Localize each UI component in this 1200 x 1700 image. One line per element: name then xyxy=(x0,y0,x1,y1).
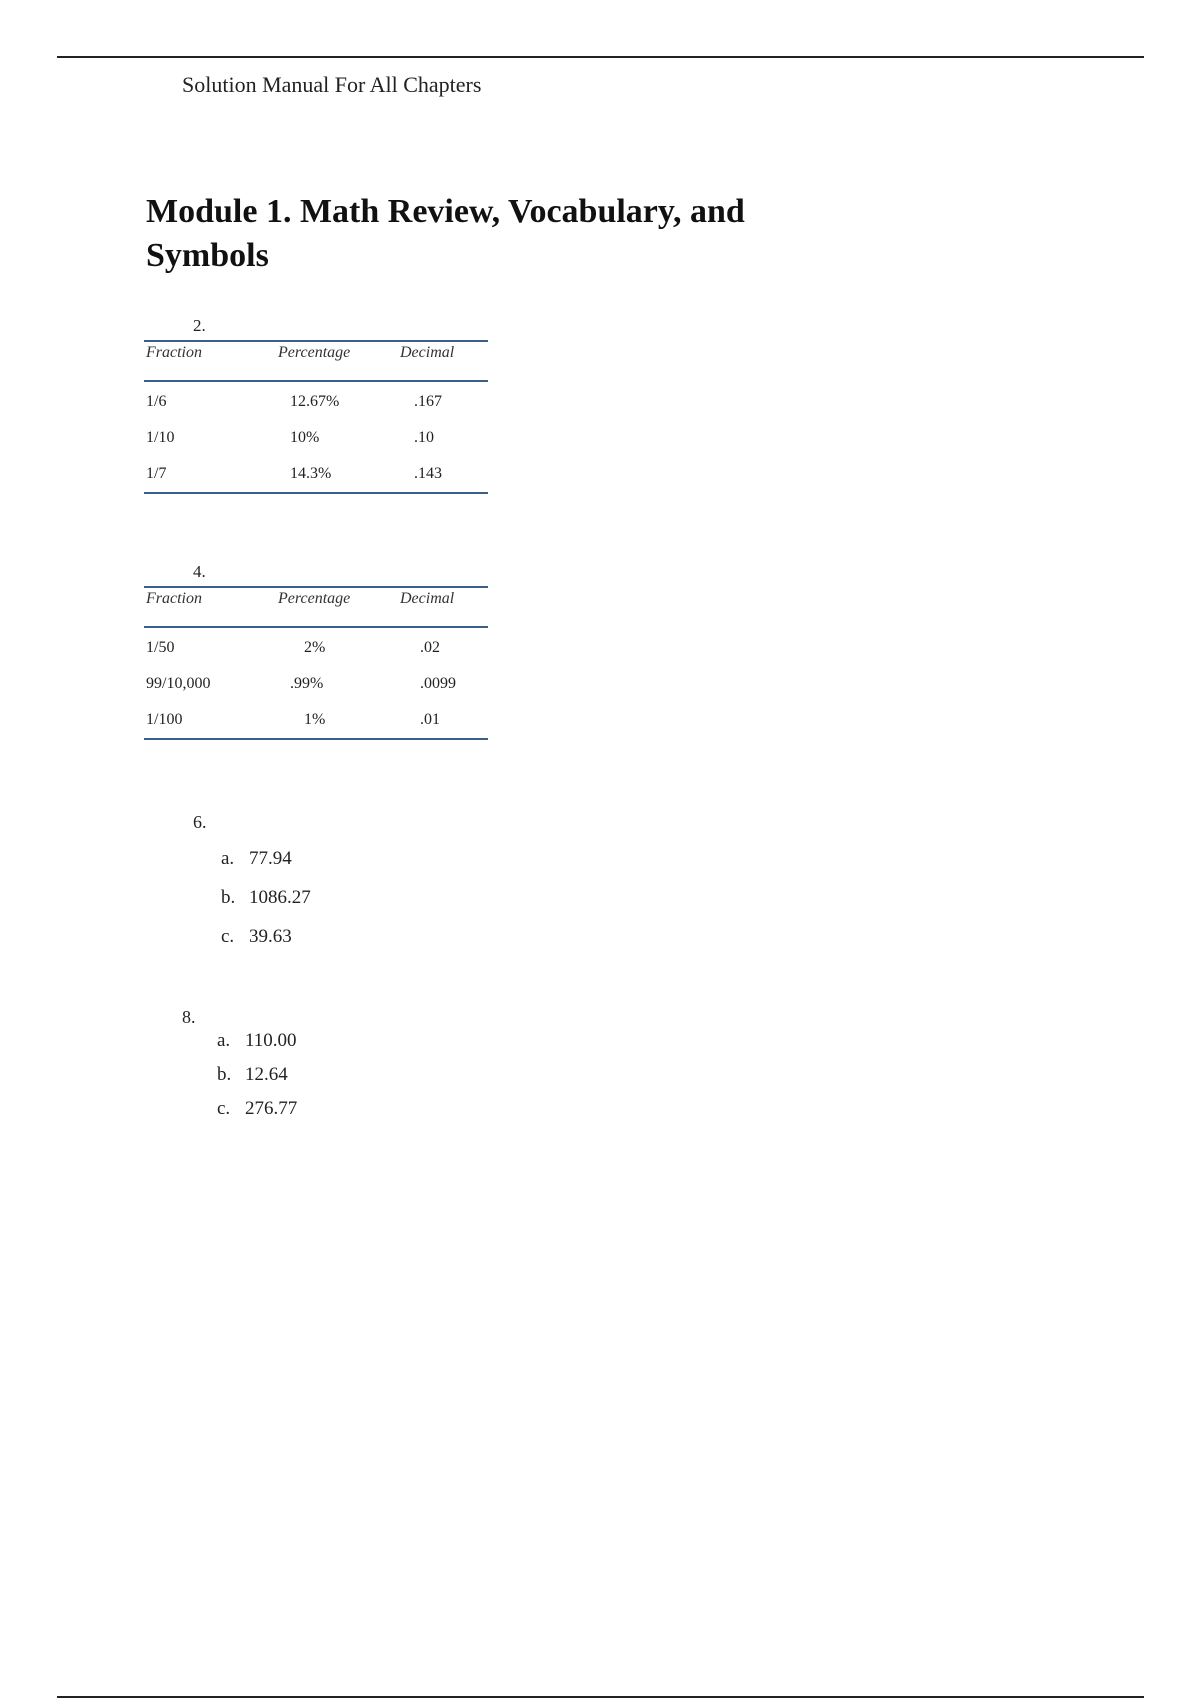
answer-letter: a. xyxy=(221,848,235,869)
answer-value: 1086.27 xyxy=(249,887,311,908)
page-header: Solution Manual For All Chapters xyxy=(182,72,482,97)
problem-4-number: 4. xyxy=(193,562,206,581)
list-item xyxy=(221,887,311,926)
cell-fraction: 1/6 xyxy=(146,393,167,410)
list-item xyxy=(221,926,311,965)
cell-decimal: .167 xyxy=(414,393,442,410)
column-header-fraction: Fraction xyxy=(146,590,202,607)
cell-decimal: .0099 xyxy=(420,675,456,692)
answer-letter: b. xyxy=(217,1064,232,1085)
list-item xyxy=(217,1098,297,1132)
module-title xyxy=(146,190,846,278)
answer-letter: c. xyxy=(221,926,235,947)
bottom-rule xyxy=(57,1696,1144,1698)
cell-fraction: 1/7 xyxy=(146,465,167,482)
module-title-line-1: Module 1. Math Review, Vocabulary, and xyxy=(146,193,745,230)
cell-percentage: 1% xyxy=(304,711,326,728)
list-item xyxy=(217,1030,297,1064)
table-bottom-rule xyxy=(144,492,488,494)
cell-decimal: .143 xyxy=(414,465,442,482)
top-rule xyxy=(57,56,1144,58)
answer-value: 39.63 xyxy=(249,926,292,947)
table-row xyxy=(144,630,488,666)
problem-8-number: 8. xyxy=(182,1007,196,1027)
table-bottom-rule xyxy=(144,738,488,740)
list-item xyxy=(221,848,311,887)
cell-percentage: 12.67% xyxy=(290,393,340,410)
problem-2-table xyxy=(144,340,488,494)
table-row xyxy=(144,456,488,492)
answer-value: 77.94 xyxy=(249,848,292,869)
cell-percentage: 14.3% xyxy=(290,465,332,482)
column-header-percentage: Percentage xyxy=(278,344,351,361)
problem-6-number: 6. xyxy=(193,812,207,832)
cell-percentage: 10% xyxy=(290,429,320,446)
table-header-row xyxy=(144,342,488,380)
answer-letter: c. xyxy=(217,1098,231,1119)
table-row xyxy=(144,420,488,456)
list-item xyxy=(217,1064,297,1098)
answer-value: 110.00 xyxy=(245,1030,297,1051)
problem-6-answers xyxy=(221,848,311,965)
problem-8-answers xyxy=(217,1030,297,1132)
cell-decimal: .10 xyxy=(414,429,434,446)
table-row xyxy=(144,384,488,420)
cell-fraction: 1/10 xyxy=(146,429,175,446)
table-header-row xyxy=(144,588,488,626)
answer-letter: a. xyxy=(217,1030,231,1051)
table-row xyxy=(144,702,488,738)
cell-fraction: 1/100 xyxy=(146,711,183,728)
problem-4-table xyxy=(144,586,488,740)
table-row xyxy=(144,666,488,702)
cell-fraction: 1/50 xyxy=(146,639,175,656)
cell-percentage: .99% xyxy=(290,675,324,692)
column-header-decimal: Decimal xyxy=(400,590,455,607)
answer-value: 276.77 xyxy=(245,1098,298,1119)
cell-decimal: .02 xyxy=(420,639,440,656)
column-header-fraction: Fraction xyxy=(146,344,202,361)
cell-fraction: 99/10,000 xyxy=(146,675,211,692)
problem-2-number: 2. xyxy=(193,316,206,335)
cell-decimal: .01 xyxy=(420,711,440,728)
module-title-line-2: Symbols xyxy=(146,237,269,274)
column-header-decimal: Decimal xyxy=(400,344,455,361)
answer-letter: b. xyxy=(221,887,236,908)
answer-value: 12.64 xyxy=(245,1064,288,1085)
column-header-percentage: Percentage xyxy=(278,590,351,607)
cell-percentage: 2% xyxy=(304,639,326,656)
